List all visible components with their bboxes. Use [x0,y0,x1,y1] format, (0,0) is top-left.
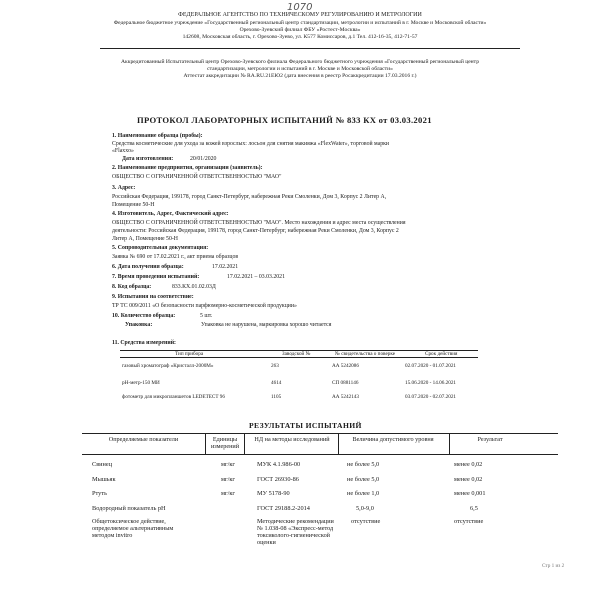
result-row-5-name: Общетоксическое действие, определяемое альтернативным методом invitro [92,518,174,539]
section-4-text3: Литер А, Помещение 50-Н [112,236,178,242]
results-title: РЕЗУЛЬТАТЫ ИСПЫТАНИЙ [249,421,362,430]
section-7-value: 17.02.2021 – 03.03.2021 [227,274,285,280]
section-7-label: 7. Время проведения испытаний: [112,274,200,280]
equipment-row-2-validity: 15.06.2020 - 14.06.2021 [405,380,457,386]
header-line2: Федеральное бюджетное учреждение «Государственный региональный центр стандартизации, метрологии и испытаний в г. Москве и Московской области» [113,20,487,26]
equipment-row-1-type: газовый хроматограф «Кристалл-2000М» [122,363,214,369]
results-header-limit: Величина допустимого уровня [352,436,434,443]
equipment-header-validity: Срок действия [425,351,458,357]
result-row-3-unit: мг/кг [221,490,235,497]
results-table-top [82,433,558,434]
result-row-1-limit: не более 5,0 [347,461,380,468]
section-2-label: 2. Наименование предприятия, организации (заявитель): [112,165,263,171]
equipment-row-3-serial: 1105 [271,394,282,400]
section-3-text1: Российская Федерация, 199178, город Санкт-Петербург, набережная Реки Смоленки, Дом 3, Корпус 2 Литер А, [112,194,387,200]
result-row-3-limit: не более 1,0 [347,490,380,497]
result-row-1-result: менее 0,02 [454,461,483,468]
result-row-1-name: Свинец [92,461,113,468]
section-4-text2: деятельности: Российская Федерация, 199178, город Санкт-Петербург, набережная Реки Смоленки, Дом 3, Корпус 2 [112,228,399,234]
section-9-label: 9. Испытания на соответствие: [112,294,194,300]
manufacture-date: 20/01/2020 [190,156,217,162]
result-row-3-name: Ртуть [92,490,107,497]
result-row-5-result: отсутствие [454,518,484,525]
header-line3: Орехово-Зуевский филиал ФБУ «Ростест-Москва» [239,27,361,33]
result-row-2-method: ГОСТ 26930-86 [257,476,299,483]
packaging-value: Упаковка не нарушена, маркировка хорошо читается [201,322,332,328]
section-6-label: 6. Дата получения образца: [112,264,184,270]
results-header-indicator: Определяемые показатели [108,436,179,443]
equipment-row-2-cert: СП 0881146 [332,380,359,386]
section-3-text2: Помещение 50-Н [112,202,155,208]
section-8-value: 833.КХ.01.02.03Д [172,284,216,290]
results-header-method: НД на методы исследований [254,436,330,443]
result-row-1-method: МУК 4.1.986-00 [257,461,301,468]
result-row-2-unit: мг/кг [221,476,235,483]
results-col-sep-3 [338,433,339,455]
result-row-3-result: менее 0,001 [454,490,486,497]
section-1-text1: Средства косметические для ухода за кожей взрослых: лосьон для снятия макияжа «FlexWater», торговой марки [112,141,390,147]
results-col-sep-2 [244,433,245,455]
header-divider [100,48,520,49]
protocol-title: ПРОТОКОЛ ЛАБОРАТОРНЫХ ИСПЫТАНИЙ № 833 КХ от 03.03.2021 [137,115,432,125]
page-number: Стр 1 из 2 [542,563,565,569]
result-row-2-limit: не более 5,0 [347,476,380,483]
equipment-header-cert: № свидетельства о поверке [335,351,396,357]
section-5-text: Заявка № 690 от 17.02.2021 г., акт приема образцов [112,254,239,260]
results-header-unit: Единицы измерений [210,436,240,450]
equipment-row-2-type: рН-метр-150 МИ [122,380,160,386]
equipment-row-3-type: фотометр для микропланшетов LEDETECT 96 [122,394,225,400]
header-agency: ФЕДЕРАЛЬНОЕ АГЕНТСТВО ПО ТЕХНИЧЕСКОМУ РЕГУЛИРОВАНИЮ И МЕТРОЛОГИИ [178,12,422,18]
equipment-row-1-validity: 02.07.2020 - 01.07.2021 [405,363,457,369]
equipment-header-type: Тип прибора [175,351,204,357]
section-4-text1: ОБЩЕСТВО С ОГРАНИЧЕННОЙ ОТВЕТСТВЕННОСТЬЮ "МАО". Место нахождения и адрес места осуществления [112,220,406,226]
section-8-label: 8. Код образца: [112,284,152,290]
equipment-row-1-cert: АА 5242086 [332,363,359,369]
result-row-2-name: Мышьяк [92,476,116,483]
manufacture-date-label: Дата изготовления: [122,156,174,162]
result-row-3-method: МУ 5178-90 [257,490,290,497]
result-row-4-method: ГОСТ 29188.2-2014 [257,505,310,512]
results-col-sep-1 [205,433,206,455]
section-9-text: ТР ТС 009/2011 «О безопасности парфюмерно-косметической продукции» [112,303,297,309]
section-5-label: 5. Сопроводительная документация: [112,245,209,251]
result-row-4-name: Водородный показатель рН [92,505,166,512]
result-row-1-unit: мг/кг [221,461,235,468]
equipment-row-3-cert: АА 5242143 [332,394,359,400]
handwritten-mark: 1070 [287,2,313,13]
accreditation-line2: стандартизации, метрологии и испытаний в г. Москве и Московской области» [207,66,393,72]
result-row-4-limit: 5,0-9,0 [356,505,374,512]
result-row-5-method: Методические рекомендации № 1.038-08 «Экспресс-метод токсиколого-гигиенической оценки [257,518,334,546]
equipment-row-2-serial: 4614 [271,380,282,386]
equipment-table-header-bottom [120,357,478,358]
results-col-sep-4 [449,433,450,455]
accreditation-line1: Аккредитованный Испытательный центр Орехово-Зуевского филиала Федерального бюджетного учреждения «Государственный региональный центр [121,59,479,65]
section-4-label: 4. Изготовитель, Адрес, Фактический адрес: [112,211,229,217]
section-11-label: 11. Средства измерений: [112,340,176,346]
section-1-label: 1. Наименование образца (пробы): [112,133,203,139]
equipment-row-1-serial: 263 [271,363,279,369]
result-row-4-result: 6,5 [470,505,478,512]
result-row-5-limit: отсутствие [351,518,381,525]
section-6-value: 17.02.2021 [212,264,239,270]
section-10-value: 5 шт. [200,313,213,319]
results-table-header-bottom [82,454,558,455]
section-1-text2: «Flaxxo» [112,148,134,154]
accreditation-line3: Аттестат аккредитации № RA.RU.21ЕЮ2 (дата внесения в реестр Росаккредитации 17.03.2016 г.) [183,73,417,79]
section-3-label: 3. Адрес: [112,185,136,191]
equipment-row-3-validity: 03.07.2020 - 02.07.2021 [405,394,457,400]
section-2-text: ОБЩЕСТВО С ОГРАНИЧЕННОЙ ОТВЕТСТВЕННОСТЬЮ "МАО" [112,174,282,180]
packaging-label: Упаковка: [125,322,153,328]
equipment-header-serial: Заводской № [282,351,311,357]
section-10-label: 10. Количество образца: [112,313,176,319]
result-row-2-result: менее 0,02 [454,476,483,483]
header-line4: 142608, Московская область, г. Орехово-Зуево, ул. К577 Комиссаров, д.1 Тел. 412-16-35, 412-71-57 [182,34,418,40]
results-header-result: Результат [477,436,503,443]
